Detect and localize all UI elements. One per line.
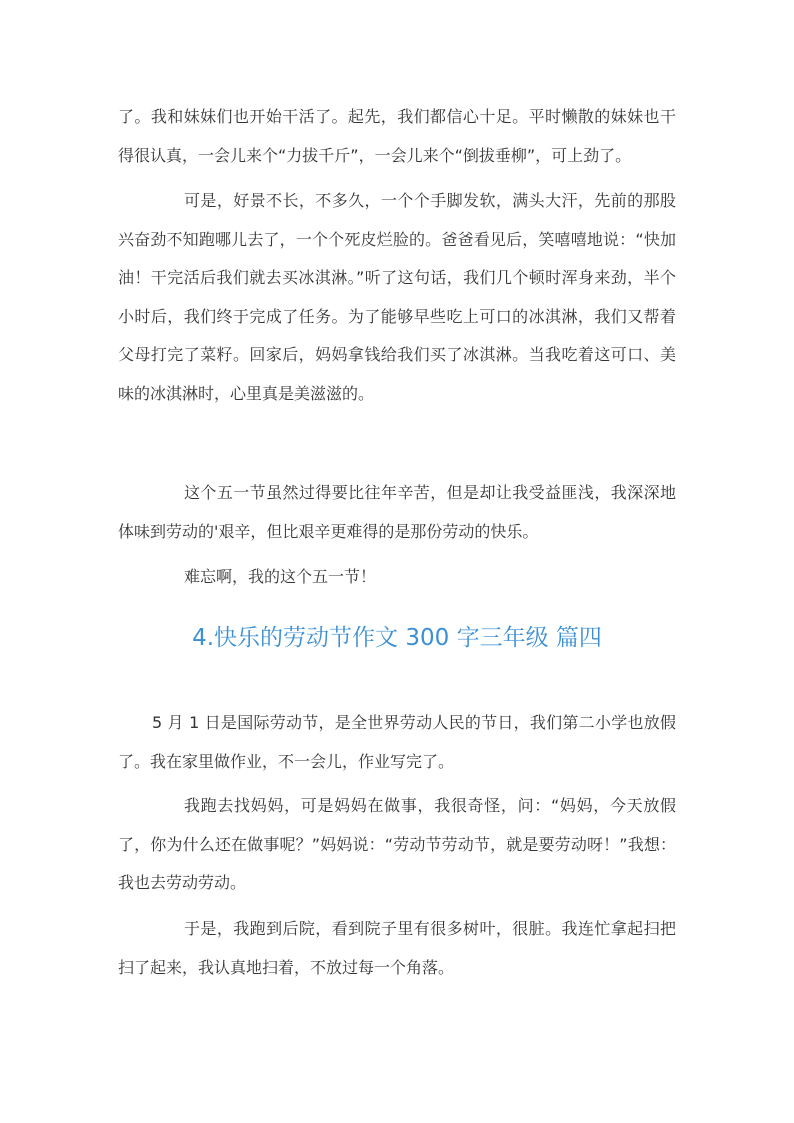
paragraph-ice-cream-promise: 可是，好景不长，不多久，一个个手脚发软，满头大汗，先前的那股兴奋劲不知跑哪儿去了，一个个死皮烂脸的。爸爸看见后，笑嘻嘻地说：“快加油！干完活后我们就去买冰淇淋。”听了这句话，我们几个顿时浑身来劲，半个小时后，我们终于完成了任务。为了能够早些吃上可口的冰淇淋，我们又帮着父母打完了菜籽。回家后，妈妈拿钱给我们买了冰淇淋。当我吃着这可口、美味的冰淇淋时，心里真是美滋滋的。 [118, 191, 676, 403]
paragraph-labor-reflection: 这个五一节虽然过得要比往年辛苦，但是却让我受益匪浅，我深深地体味到劳动的'艰辛，但比艰辛更难得的是那份劳动的快乐。 [118, 483, 676, 541]
paragraph-sisters-working: 了。我和妹妹们也开始干活了。起先，我们都信心十足。平时懒散的妹妹也干得很认真，一会儿来个“力拔千斤”，一会儿来个“倒拔垂柳”，可上劲了。 [118, 107, 676, 165]
paragraph-may-first: 5 月 1 日是国际劳动节，是全世界劳动人民的节日，我们第二小学也放假了。我在家里做作业，不一会儿，作业写完了。 [118, 713, 676, 771]
paragraph-ask-mom: 我跑去找妈妈，可是妈妈在做事，我很奇怪，问：“妈妈，今天放假了，你为什么还在做事呢？”妈妈说：“劳动节劳动节，就是要劳动呀！”我想：我也去劳动劳动。 [118, 796, 676, 892]
paragraph-sweeping-yard: 于是，我跑到后院，看到院子里有很多树叶，很脏。我连忙拿起扫把扫了起来，我认真地扫着，不放过每一个角落。 [118, 919, 676, 977]
section-heading: 4.快乐的劳动节作文 300 字三年级 篇四 [192, 625, 602, 651]
paragraph-unforgettable: 难忘啊，我的这个五一节！ [184, 567, 377, 586]
